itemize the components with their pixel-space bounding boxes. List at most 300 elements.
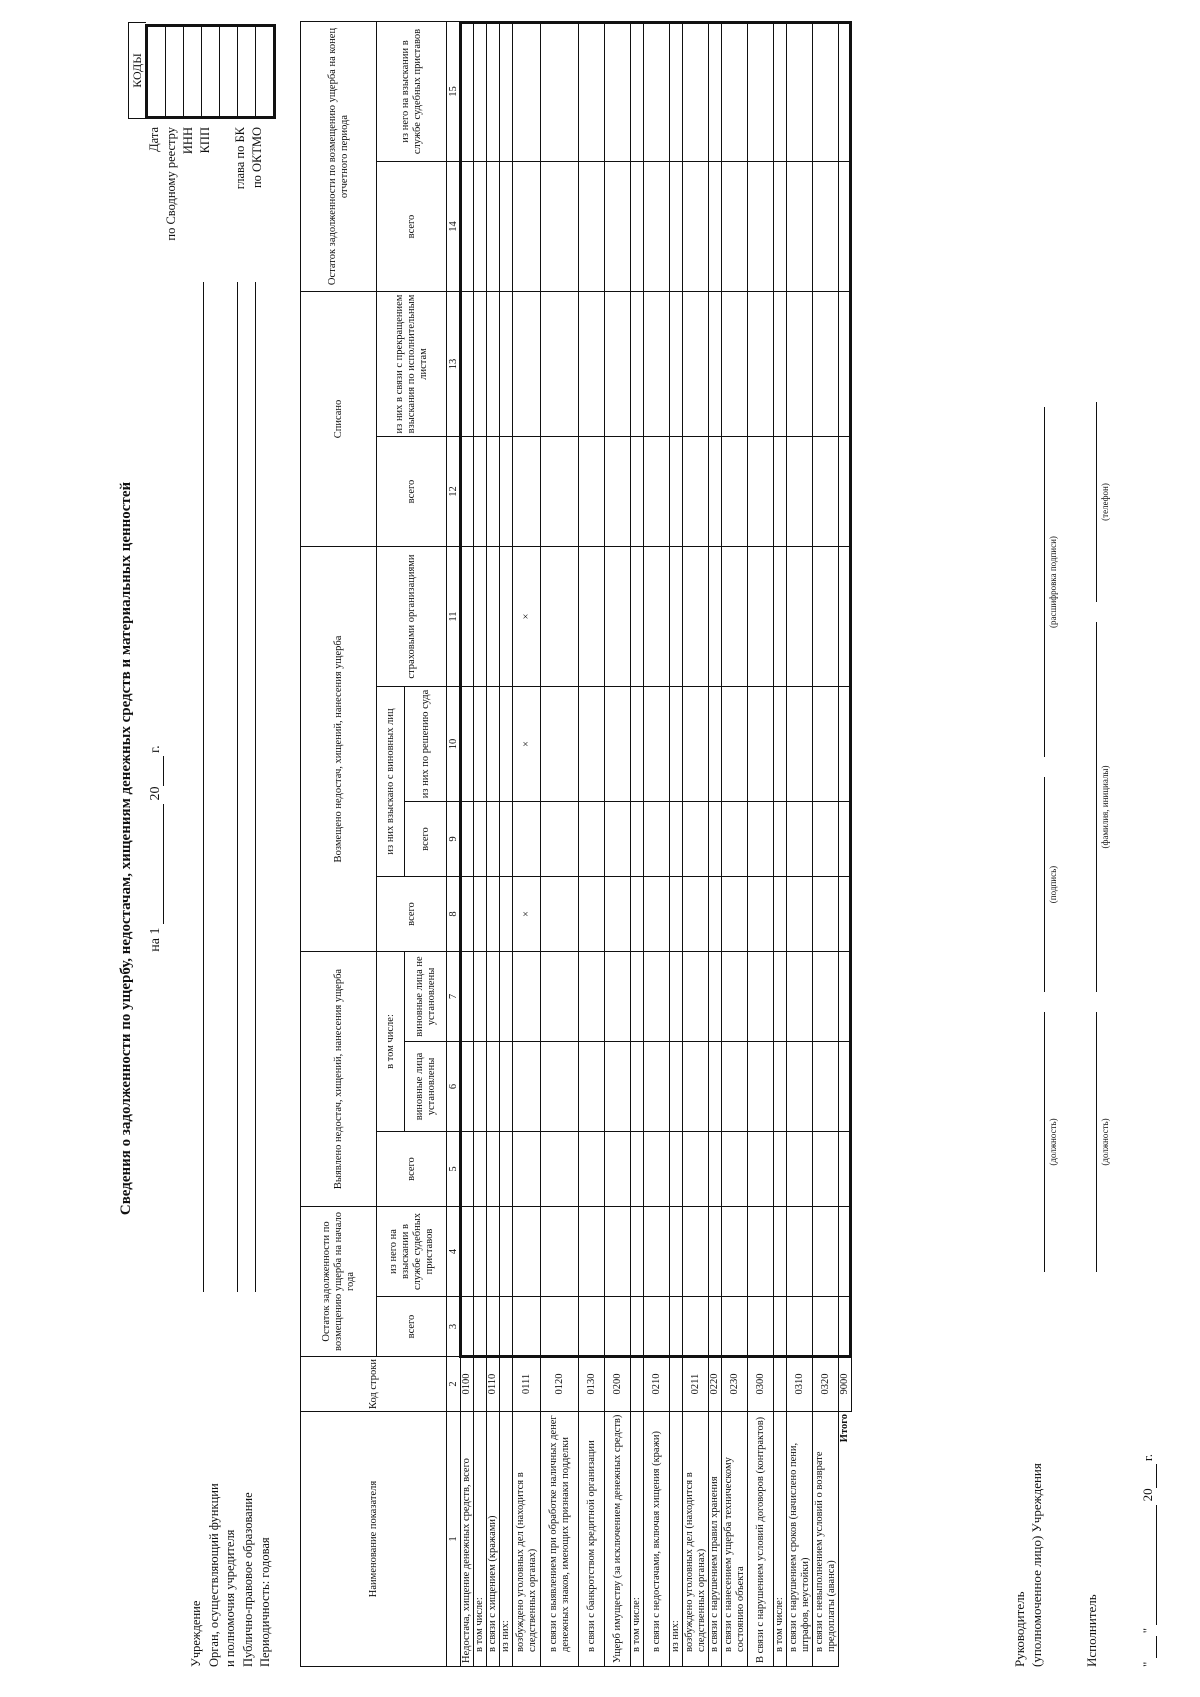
value-cell-col-13[interactable] <box>513 292 541 437</box>
value-cell-col-9[interactable] <box>683 802 709 877</box>
value-cell-col-15[interactable] <box>722 21 748 161</box>
total-cell-col-4[interactable] <box>839 1207 852 1297</box>
date-month-blank[interactable] <box>1140 1505 1157 1625</box>
value-cell-col-7[interactable] <box>474 952 487 1042</box>
value-cell-col-4[interactable] <box>787 1207 813 1297</box>
col-num: 5 <box>447 1132 461 1207</box>
table-body <box>461 21 852 1666</box>
value-cell-col-7[interactable] <box>774 952 787 1042</box>
value-cell-col-9[interactable] <box>487 802 500 877</box>
value-cell-col-4[interactable] <box>722 1207 748 1297</box>
value-cell-col-10[interactable] <box>774 687 787 802</box>
total-cell-col-9[interactable] <box>839 802 852 877</box>
value-cell-col-13[interactable] <box>709 292 722 437</box>
value-cell-col-5[interactable] <box>461 1132 474 1207</box>
value-cell-col-6[interactable] <box>631 1042 644 1132</box>
value-cell-col-4[interactable] <box>500 1207 513 1297</box>
value-cell-col-13[interactable] <box>774 292 787 437</box>
value-cell-col-6[interactable] <box>670 1042 683 1132</box>
value-cell-col-11[interactable] <box>605 547 631 687</box>
executor-position-line[interactable] <box>1096 1012 1097 1272</box>
value-cell-col-3[interactable] <box>644 1297 670 1357</box>
value-cell-col-8[interactable] <box>631 877 644 952</box>
value-cell-col-13[interactable] <box>748 292 774 437</box>
total-cell-col-12[interactable] <box>839 437 852 547</box>
code-cell-kpp[interactable] <box>202 27 220 116</box>
row-name: в связи с нанесением ущерба техническому состоянию объекта <box>722 1412 748 1667</box>
value-cell-col-13[interactable] <box>683 292 709 437</box>
value-cell-col-11: × <box>513 547 541 687</box>
value-cell-col-11[interactable] <box>813 547 839 687</box>
value-cell-col-15[interactable] <box>605 21 631 161</box>
value-cell-col-5[interactable] <box>709 1132 722 1207</box>
value-cell-col-13[interactable] <box>461 292 474 437</box>
value-cell-col-10[interactable] <box>683 687 709 802</box>
th-end-bailiff: из него на взыскании в службе судебных приставов <box>377 21 447 161</box>
value-cell-col-14[interactable] <box>500 162 513 292</box>
value-cell-col-12[interactable] <box>644 437 670 547</box>
table-row <box>709 21 722 1666</box>
value-cell-col-11[interactable] <box>474 547 487 687</box>
value-cell-col-6[interactable] <box>683 1042 709 1132</box>
value-cell-col-9[interactable] <box>748 802 774 877</box>
value-cell-col-3[interactable] <box>513 1297 541 1357</box>
value-cell-col-13[interactable] <box>813 292 839 437</box>
value-cell-col-3[interactable] <box>605 1297 631 1357</box>
value-cell-col-7[interactable] <box>500 952 513 1042</box>
table-row <box>787 21 813 1666</box>
th-found-total: всего <box>377 1132 447 1207</box>
total-cell-col-5[interactable] <box>839 1132 852 1207</box>
value-cell-col-14[interactable] <box>813 162 839 292</box>
executor-phone-line[interactable] <box>1096 402 1097 602</box>
value-cell-col-14[interactable] <box>541 162 579 292</box>
value-cell-col-6[interactable] <box>644 1042 670 1132</box>
value-cell-col-5[interactable] <box>513 1132 541 1207</box>
value-cell-col-7[interactable] <box>605 952 631 1042</box>
value-cell-col-15[interactable] <box>683 21 709 161</box>
value-cell-col-14[interactable] <box>683 162 709 292</box>
value-cell-col-13[interactable] <box>722 292 748 437</box>
value-cell-col-14[interactable] <box>787 162 813 292</box>
value-cell-col-10[interactable] <box>605 687 631 802</box>
col-num: 8 <box>447 877 461 952</box>
value-cell-col-13[interactable] <box>487 292 500 437</box>
value-cell-col-10[interactable] <box>644 687 670 802</box>
value-cell-col-14[interactable] <box>513 162 541 292</box>
value-cell-col-6[interactable] <box>487 1042 500 1132</box>
value-cell-col-15[interactable] <box>787 21 813 161</box>
value-cell-col-3[interactable] <box>670 1297 683 1357</box>
head-signature-caption: (подпись) <box>1048 865 1058 904</box>
value-cell-col-14[interactable] <box>709 162 722 292</box>
value-cell-col-4[interactable] <box>774 1207 787 1297</box>
value-cell-col-12[interactable] <box>670 437 683 547</box>
col-num: 3 <box>447 1297 461 1357</box>
value-cell-col-15[interactable] <box>541 21 579 161</box>
value-cell-col-7[interactable] <box>579 952 605 1042</box>
value-cell-col-14[interactable] <box>631 162 644 292</box>
value-cell-col-4[interactable] <box>579 1207 605 1297</box>
table-row <box>605 21 631 1666</box>
value-cell-col-14[interactable] <box>579 162 605 292</box>
value-cell-col-14[interactable] <box>461 162 474 292</box>
th-guilty-not-established: виновные лица не установлены <box>405 952 447 1042</box>
value-cell-col-10[interactable] <box>748 687 774 802</box>
head-decoding-line[interactable] <box>1044 407 1045 757</box>
value-cell-col-11[interactable] <box>722 547 748 687</box>
value-cell-col-6[interactable] <box>605 1042 631 1132</box>
value-cell-col-11[interactable] <box>748 547 774 687</box>
value-cell-col-12[interactable] <box>787 437 813 547</box>
value-cell-col-13[interactable] <box>787 292 813 437</box>
value-cell-col-9[interactable] <box>670 802 683 877</box>
value-cell-col-6[interactable] <box>461 1042 474 1132</box>
value-cell-col-3[interactable] <box>541 1297 579 1357</box>
code-label-oktmo: по ОКТМО <box>250 127 264 189</box>
value-cell-col-14[interactable] <box>722 162 748 292</box>
value-cell-col-11[interactable] <box>487 547 500 687</box>
code-cell-oktmo[interactable] <box>256 27 273 116</box>
value-cell-col-3[interactable] <box>722 1297 748 1357</box>
th-guilty-total: всего <box>405 802 447 877</box>
value-cell-col-3[interactable] <box>474 1297 487 1357</box>
col-num: 9 <box>447 802 461 877</box>
value-cell-col-11[interactable] <box>670 547 683 687</box>
total-cell-col-13[interactable] <box>839 292 852 437</box>
value-cell-col-15[interactable] <box>513 21 541 161</box>
value-cell-col-12[interactable] <box>487 437 500 547</box>
report-title: Сведения о задолженности по ущербу, недостачам, хищениям денежных средств и материальных ценностей <box>118 481 134 1216</box>
value-cell-col-9[interactable] <box>461 802 474 877</box>
value-cell-col-8[interactable] <box>474 877 487 952</box>
value-cell-col-11[interactable] <box>541 547 579 687</box>
value-cell-col-10[interactable] <box>487 687 500 802</box>
value-cell-col-4[interactable] <box>683 1207 709 1297</box>
value-cell-col-14[interactable] <box>644 162 670 292</box>
total-label: Итого <box>839 1414 851 1443</box>
code-cell-bk[interactable] <box>238 27 256 116</box>
value-cell-col-7[interactable] <box>670 952 683 1042</box>
value-cell-col-7[interactable] <box>683 952 709 1042</box>
value-cell-col-8[interactable] <box>683 877 709 952</box>
value-cell-col-5[interactable] <box>813 1132 839 1207</box>
value-cell-col-10[interactable] <box>631 687 644 802</box>
value-cell-col-5[interactable] <box>541 1132 579 1207</box>
value-cell-col-4[interactable] <box>487 1207 500 1297</box>
value-cell-col-7[interactable] <box>513 952 541 1042</box>
value-cell-col-9[interactable] <box>709 802 722 877</box>
table-row <box>513 21 541 1666</box>
value-cell-col-8[interactable] <box>644 877 670 952</box>
value-cell-col-4[interactable] <box>474 1207 487 1297</box>
value-cell-col-8[interactable] <box>500 877 513 952</box>
value-cell-col-8[interactable] <box>748 877 774 952</box>
value-cell-col-5[interactable] <box>487 1132 500 1207</box>
value-cell-col-15[interactable] <box>487 21 500 161</box>
value-cell-col-10[interactable] <box>787 687 813 802</box>
value-cell-col-14[interactable] <box>670 162 683 292</box>
value-cell-col-8[interactable] <box>487 877 500 952</box>
value-cell-col-3[interactable] <box>709 1297 722 1357</box>
value-cell-col-6[interactable] <box>500 1042 513 1132</box>
value-cell-col-5[interactable] <box>474 1132 487 1207</box>
value-cell-col-4[interactable] <box>670 1207 683 1297</box>
value-cell-col-4[interactable] <box>605 1207 631 1297</box>
value-cell-col-11[interactable] <box>787 547 813 687</box>
value-cell-col-12[interactable] <box>683 437 709 547</box>
value-cell-col-6[interactable] <box>709 1042 722 1132</box>
date-day-blank[interactable] <box>1140 1636 1157 1658</box>
row-name: Ущерб имуществу (за исключением денежных средств) <box>605 1412 631 1667</box>
value-cell-col-7[interactable] <box>787 952 813 1042</box>
value-cell-col-15[interactable] <box>813 21 839 161</box>
value-cell-col-9[interactable] <box>813 802 839 877</box>
value-cell-col-8[interactable] <box>709 877 722 952</box>
value-cell-col-12[interactable] <box>631 437 644 547</box>
th-end-total: всего <box>377 162 447 292</box>
value-cell-col-4[interactable] <box>813 1207 839 1297</box>
value-cell-col-8[interactable] <box>813 877 839 952</box>
code-cell-empty[interactable] <box>220 27 238 116</box>
value-cell-col-3[interactable] <box>813 1297 839 1357</box>
th-code: Код строки <box>301 1357 447 1412</box>
date-year-blank[interactable] <box>1140 1464 1157 1488</box>
value-cell-col-8[interactable] <box>774 877 787 952</box>
value-cell-col-3[interactable] <box>500 1297 513 1357</box>
value-cell-col-7[interactable] <box>748 952 774 1042</box>
value-cell-col-15[interactable] <box>474 21 487 161</box>
value-cell-col-3[interactable] <box>579 1297 605 1357</box>
col-num: 14 <box>447 162 461 292</box>
value-cell-col-9[interactable] <box>579 802 605 877</box>
value-cell-col-12[interactable] <box>579 437 605 547</box>
value-cell-col-11[interactable] <box>631 547 644 687</box>
value-cell-col-9[interactable] <box>787 802 813 877</box>
value-cell-col-7[interactable] <box>461 952 474 1042</box>
value-cell-col-3[interactable] <box>683 1297 709 1357</box>
value-cell-col-4[interactable] <box>513 1207 541 1297</box>
value-cell-col-13[interactable] <box>579 292 605 437</box>
value-cell-col-11[interactable] <box>461 547 474 687</box>
value-cell-col-12[interactable] <box>500 437 513 547</box>
value-cell-col-14[interactable] <box>605 162 631 292</box>
value-cell-col-11[interactable] <box>709 547 722 687</box>
value-cell-col-15[interactable] <box>748 21 774 161</box>
value-cell-col-7[interactable] <box>487 952 500 1042</box>
asof-year-blank[interactable] <box>150 756 164 786</box>
value-cell-col-12[interactable] <box>541 437 579 547</box>
total-cell-col-3[interactable] <box>839 1297 852 1357</box>
value-cell-col-5[interactable] <box>683 1132 709 1207</box>
value-cell-col-11[interactable] <box>500 547 513 687</box>
value-cell-col-3[interactable] <box>748 1297 774 1357</box>
value-cell-col-13[interactable] <box>500 292 513 437</box>
value-cell-col-7[interactable] <box>722 952 748 1042</box>
value-cell-col-12[interactable] <box>513 437 541 547</box>
executor-fio-line[interactable] <box>1096 622 1097 992</box>
value-cell-col-8[interactable] <box>722 877 748 952</box>
value-cell-col-8[interactable] <box>787 877 813 952</box>
asof-date-blank[interactable] <box>150 804 164 924</box>
th-found-incl: в том числе: <box>377 952 405 1132</box>
value-cell-col-14[interactable] <box>748 162 774 292</box>
value-cell-col-6[interactable] <box>813 1042 839 1132</box>
value-cell-col-7[interactable] <box>813 952 839 1042</box>
value-cell-col-6[interactable] <box>722 1042 748 1132</box>
value-cell-col-10[interactable] <box>461 687 474 802</box>
value-cell-col-5[interactable] <box>579 1132 605 1207</box>
institution-line[interactable] <box>203 282 204 1292</box>
founder-line[interactable] <box>237 282 238 1292</box>
value-cell-col-5[interactable] <box>644 1132 670 1207</box>
th-recovered: Возмещено недостач, хищений, нанесения ущерба <box>301 547 377 952</box>
value-cell-col-9[interactable] <box>513 802 541 877</box>
value-cell-col-8[interactable] <box>605 877 631 952</box>
value-cell-col-4[interactable] <box>709 1207 722 1297</box>
value-cell-col-6[interactable] <box>774 1042 787 1132</box>
value-cell-col-9[interactable] <box>474 802 487 877</box>
field-founder-label-2: и полномочия учредителя <box>223 1529 237 1667</box>
total-cell-col-6[interactable] <box>839 1042 852 1132</box>
value-cell-col-13[interactable] <box>631 292 644 437</box>
code-cell-date[interactable] <box>148 27 166 116</box>
th-end-balance: Остаток задолженности по возмещению ущерба на конец отчетного периода <box>301 21 377 291</box>
value-cell-col-12[interactable] <box>605 437 631 547</box>
total-cell-col-7[interactable] <box>839 952 852 1042</box>
value-cell-col-6[interactable] <box>579 1042 605 1132</box>
value-cell-col-10[interactable] <box>813 687 839 802</box>
value-cell-col-3[interactable] <box>487 1297 500 1357</box>
code-cell-inn[interactable] <box>184 27 202 116</box>
value-cell-col-6[interactable] <box>513 1042 541 1132</box>
value-cell-col-6[interactable] <box>474 1042 487 1132</box>
th-start-bailiff: из него на взыскании в службе судебных приставов <box>377 1207 447 1297</box>
value-cell-col-12[interactable] <box>813 437 839 547</box>
value-cell-col-5[interactable] <box>631 1132 644 1207</box>
total-cell-col-8[interactable] <box>839 877 852 952</box>
value-cell-col-10[interactable] <box>541 687 579 802</box>
value-cell-col-10[interactable] <box>722 687 748 802</box>
total-cell-col-10[interactable] <box>839 687 852 802</box>
th-written-sub: из них в связи с прекращением взыскания по исполнительным листам <box>377 292 447 437</box>
value-cell-col-5[interactable] <box>774 1132 787 1207</box>
value-cell-col-8[interactable] <box>579 877 605 952</box>
value-cell-col-11[interactable] <box>644 547 670 687</box>
head-signature-line[interactable] <box>1044 777 1045 992</box>
value-cell-col-9[interactable] <box>631 802 644 877</box>
value-cell-col-5[interactable] <box>670 1132 683 1207</box>
value-cell-col-4[interactable] <box>631 1207 644 1297</box>
value-cell-col-4[interactable] <box>541 1207 579 1297</box>
value-cell-col-3[interactable] <box>461 1297 474 1357</box>
value-cell-col-11[interactable] <box>683 547 709 687</box>
value-cell-col-8[interactable] <box>461 877 474 952</box>
value-cell-col-3[interactable] <box>787 1297 813 1357</box>
value-cell-col-8[interactable] <box>541 877 579 952</box>
value-cell-col-13[interactable] <box>541 292 579 437</box>
value-cell-col-7[interactable] <box>631 952 644 1042</box>
value-cell-col-4[interactable] <box>644 1207 670 1297</box>
value-cell-col-14[interactable] <box>774 162 787 292</box>
value-cell-col-15[interactable] <box>644 21 670 161</box>
value-cell-col-13[interactable] <box>474 292 487 437</box>
row-name: в связи с недостачами, включая хищения (кражи) <box>644 1412 670 1667</box>
value-cell-col-5[interactable] <box>748 1132 774 1207</box>
value-cell-col-4[interactable] <box>461 1207 474 1297</box>
value-cell-col-13[interactable] <box>670 292 683 437</box>
value-cell-col-15[interactable] <box>709 21 722 161</box>
value-cell-col-12[interactable] <box>722 437 748 547</box>
value-cell-col-15[interactable] <box>461 21 474 161</box>
head-position-line[interactable] <box>1044 1012 1045 1272</box>
value-cell-col-11[interactable] <box>774 547 787 687</box>
value-cell-col-8[interactable] <box>670 877 683 952</box>
value-cell-col-6[interactable] <box>787 1042 813 1132</box>
value-cell-col-5[interactable] <box>605 1132 631 1207</box>
row-code: 0211 <box>683 1357 709 1412</box>
value-cell-col-11[interactable] <box>579 547 605 687</box>
value-cell-col-5[interactable] <box>722 1132 748 1207</box>
value-cell-col-7[interactable] <box>541 952 579 1042</box>
table-row <box>500 21 513 1666</box>
value-cell-col-15[interactable] <box>631 21 644 161</box>
total-cell-col-11[interactable] <box>839 547 852 687</box>
row-name: из них: <box>500 1412 513 1667</box>
value-cell-col-10[interactable] <box>670 687 683 802</box>
date-line <box>1140 1454 1157 1667</box>
value-cell-col-5[interactable] <box>500 1132 513 1207</box>
value-cell-col-12[interactable] <box>461 437 474 547</box>
ppo-line[interactable] <box>255 282 256 1292</box>
value-cell-col-15[interactable] <box>579 21 605 161</box>
value-cell-col-14[interactable] <box>487 162 500 292</box>
value-cell-col-12[interactable] <box>474 437 487 547</box>
value-cell-col-15[interactable] <box>500 21 513 161</box>
value-cell-col-10[interactable] <box>709 687 722 802</box>
head-decoding-caption: (расшифровка подписи) <box>1048 536 1058 628</box>
value-cell-col-9[interactable] <box>644 802 670 877</box>
value-cell-col-10[interactable] <box>500 687 513 802</box>
value-cell-col-6[interactable] <box>748 1042 774 1132</box>
value-cell-col-9[interactable] <box>605 802 631 877</box>
value-cell-col-3[interactable] <box>774 1297 787 1357</box>
value-cell-col-6[interactable] <box>541 1042 579 1132</box>
value-cell-col-4[interactable] <box>748 1207 774 1297</box>
value-cell-col-9[interactable] <box>541 802 579 877</box>
value-cell-col-12[interactable] <box>774 437 787 547</box>
value-cell-col-12[interactable] <box>748 437 774 547</box>
value-cell-col-13[interactable] <box>644 292 670 437</box>
total-cell-col-15[interactable] <box>839 21 852 161</box>
value-cell-col-15[interactable] <box>774 21 787 161</box>
value-cell-col-13[interactable] <box>605 292 631 437</box>
value-cell-col-5[interactable] <box>787 1132 813 1207</box>
value-cell-col-9[interactable] <box>774 802 787 877</box>
total-cell-col-14[interactable] <box>839 162 852 292</box>
value-cell-col-10[interactable] <box>474 687 487 802</box>
value-cell-col-9[interactable] <box>722 802 748 877</box>
value-cell-col-3[interactable] <box>631 1297 644 1357</box>
value-cell-col-10[interactable] <box>579 687 605 802</box>
value-cell-col-7[interactable] <box>709 952 722 1042</box>
value-cell-col-7[interactable] <box>644 952 670 1042</box>
value-cell-col-9[interactable] <box>500 802 513 877</box>
code-cell-registry[interactable] <box>166 27 184 116</box>
value-cell-col-14[interactable] <box>474 162 487 292</box>
value-cell-col-15[interactable] <box>670 21 683 161</box>
value-cell-col-12[interactable] <box>709 437 722 547</box>
